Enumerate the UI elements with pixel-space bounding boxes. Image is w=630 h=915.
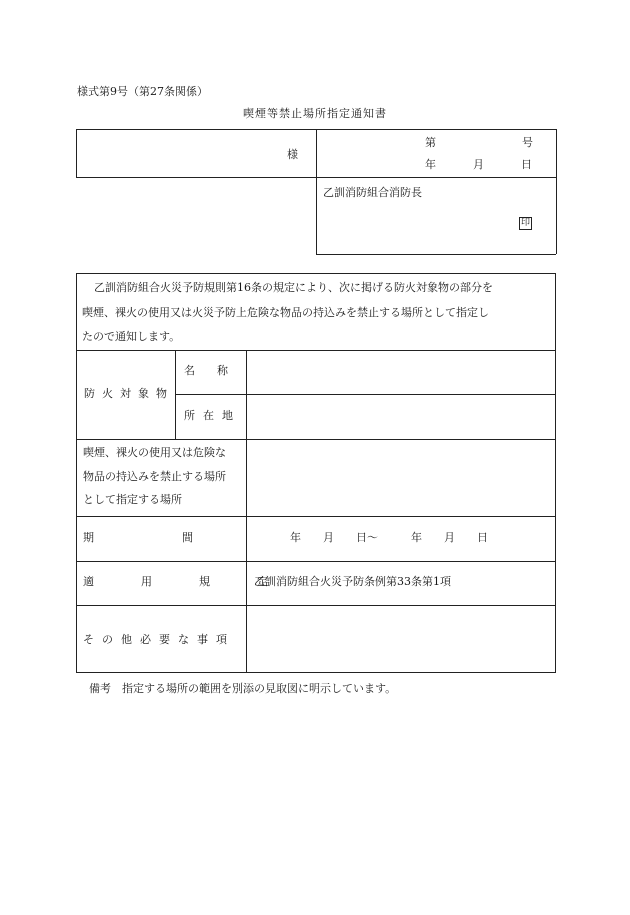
divider-vertical xyxy=(316,129,317,254)
document-title: 喫煙等禁止場所指定通知書 xyxy=(243,107,387,120)
place-label-line-1: 喫煙、裸火の使用又は危険な xyxy=(83,446,226,459)
date-day: 日 xyxy=(521,158,532,171)
rule-label: 適 用 規 定 xyxy=(83,575,286,588)
recipient-suffix: 様 xyxy=(287,148,298,161)
notice-line-2: 喫煙、裸火の使用又は火災予防上危険な物品の持込みを禁止する場所として指定し xyxy=(82,306,489,319)
notice-line-3: たので通知します。 xyxy=(82,330,181,343)
place-label-line-2: 物品の持込みを禁止する場所 xyxy=(83,470,226,483)
date-month: 月 xyxy=(473,158,484,171)
notice-line-1: 乙訓消防組合火災予防規則第16条の規定により、次に掲げる防火対象物の部分を xyxy=(94,281,493,294)
col-rule-target xyxy=(175,350,176,439)
seal-stamp: 印 xyxy=(520,218,530,228)
left-border-top xyxy=(76,129,77,177)
place-label-line-3: として指定する場所 xyxy=(83,493,182,506)
period-label: 期 間 xyxy=(83,531,193,544)
issuer-name: 乙訓消防組合消防長 xyxy=(323,186,422,199)
period-value: 年 月 日～ 年 月 日 xyxy=(290,531,488,544)
right-border-top xyxy=(556,129,557,254)
issuer-bottom-border xyxy=(316,254,556,255)
row-rule-4 xyxy=(76,561,556,562)
row-rule-sub xyxy=(175,394,556,395)
row-rule-2 xyxy=(76,439,556,440)
row-rule-3 xyxy=(76,516,556,517)
footnote: 備考 指定する場所の範囲を別添の見取図に明示しています。 xyxy=(89,682,397,695)
target-label: 防火対象物 xyxy=(84,387,174,400)
other-label: その他必要な事項 xyxy=(83,633,235,646)
location-label: 所在地 xyxy=(184,409,241,422)
number-label-go: 号 xyxy=(522,136,533,149)
date-year: 年 xyxy=(425,158,436,171)
row-rule-1 xyxy=(76,350,556,351)
col-rule-value xyxy=(246,350,247,673)
row-rule-5 xyxy=(76,605,556,606)
name-label: 名 称 xyxy=(184,364,228,377)
rule-value: 乙訓消防組合火災予防条例第33条第1項 xyxy=(254,575,451,588)
number-label-dai: 第 xyxy=(425,136,436,149)
form-number: 様式第9号（第27条関係） xyxy=(77,85,208,98)
